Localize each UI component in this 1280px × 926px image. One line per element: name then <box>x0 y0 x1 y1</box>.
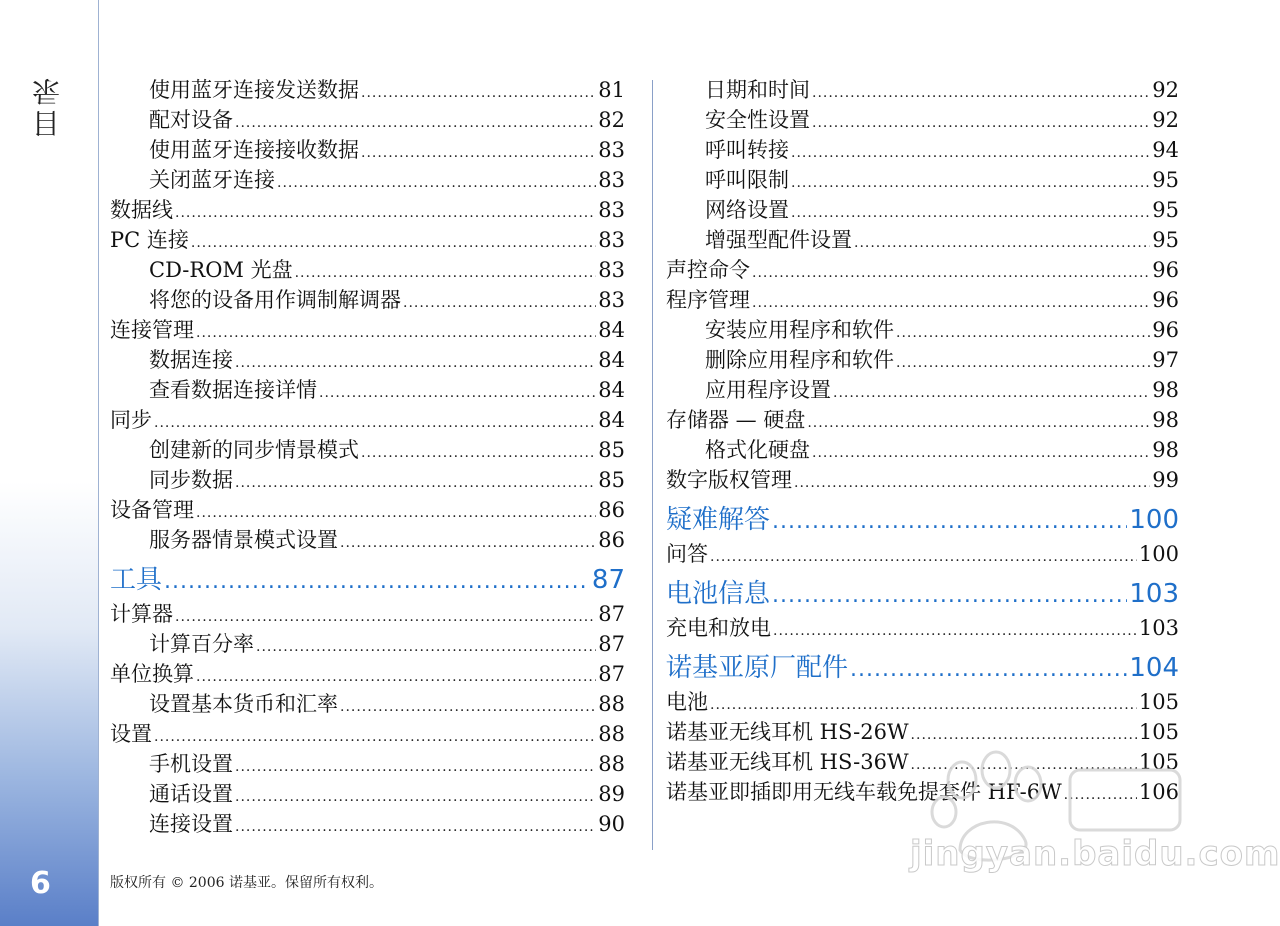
toc-page-number: 98 <box>1152 438 1179 462</box>
toc-page-number: 100 <box>1138 542 1179 566</box>
toc-page-number: 85 <box>598 438 625 462</box>
toc-entry[interactable] <box>666 165 1179 195</box>
dot-leader <box>361 78 596 105</box>
dot-leader <box>196 498 596 525</box>
toc-page-number: 99 <box>1152 468 1179 492</box>
dot-leader <box>361 138 596 165</box>
toc-page-number: 83 <box>598 288 625 312</box>
toc-entry[interactable] <box>110 495 625 525</box>
toc-page-number: 88 <box>598 722 625 746</box>
dot-leader <box>752 288 1150 315</box>
toc-entry-title: 数据线 <box>110 198 173 222</box>
toc-left-column <box>110 75 625 839</box>
toc-entry[interactable] <box>666 405 1179 435</box>
toc-entry-title: 安装应用程序和软件 <box>705 318 894 342</box>
toc-entry[interactable] <box>666 315 1179 345</box>
watermark-text: jingyan.baidu.com <box>910 834 1280 874</box>
toc-entry-title: PC 连接 <box>110 228 189 252</box>
toc-page-number: 103 <box>1129 579 1179 609</box>
toc-page-number: 95 <box>1152 198 1179 222</box>
dot-leader <box>710 542 1137 569</box>
dot-leader <box>896 348 1150 375</box>
toc-right-column <box>666 75 1179 807</box>
toc-entry-title: 同步 <box>110 408 152 432</box>
toc-page-number: 83 <box>598 258 625 282</box>
dot-leader <box>794 468 1150 495</box>
toc-entry-title: 使用蓝牙连接接收数据 <box>149 138 359 162</box>
toc-page-number: 96 <box>1152 258 1179 282</box>
toc-page-number: 87 <box>591 565 625 595</box>
toc-entry[interactable] <box>666 465 1179 495</box>
dot-leader <box>295 258 597 285</box>
toc-page-number: 106 <box>1138 780 1179 804</box>
toc-entry[interactable] <box>666 75 1179 105</box>
toc-entry[interactable] <box>110 315 625 345</box>
toc-page-number: 85 <box>598 468 625 492</box>
toc-entry[interactable] <box>666 539 1179 569</box>
toc-page-number: 100 <box>1129 505 1179 535</box>
toc-section-heading[interactable] <box>110 562 625 599</box>
dot-leader <box>340 692 596 719</box>
dot-leader <box>175 198 596 225</box>
toc-entry-title: 连接设置 <box>149 812 233 836</box>
column-divider <box>652 80 653 850</box>
toc-page-number: 83 <box>598 228 625 252</box>
toc-page-number: 103 <box>1138 616 1179 640</box>
toc-entry[interactable] <box>666 375 1179 405</box>
toc-entry-title: 应用程序设置 <box>705 378 831 402</box>
toc-entry[interactable] <box>110 255 625 285</box>
toc-entry[interactable] <box>110 719 625 749</box>
dot-leader <box>361 438 596 465</box>
toc-page-number: 96 <box>1152 288 1179 312</box>
toc-page-number: 83 <box>598 168 625 192</box>
copyright-footer: 版权所有 © 2006 诺基亚。保留所有权利。 <box>110 875 383 891</box>
dot-leader <box>773 616 1137 643</box>
dot-leader <box>235 468 596 495</box>
dot-leader <box>854 228 1150 255</box>
toc-entry-title: 查看数据连接详情 <box>149 378 317 402</box>
toc-entry-title: 服务器情景模式设置 <box>149 528 338 552</box>
toc-entry[interactable] <box>666 687 1179 717</box>
toc-entry[interactable] <box>110 135 625 165</box>
toc-page-number: 88 <box>598 752 625 776</box>
toc-entry[interactable] <box>666 717 1179 747</box>
toc-entry[interactable] <box>110 809 625 839</box>
toc-entry[interactable] <box>110 195 625 225</box>
dot-leader <box>807 408 1150 435</box>
toc-entry[interactable] <box>666 105 1179 135</box>
toc-page-number: 89 <box>598 782 625 806</box>
toc-entry-title: 诺基亚原厂配件 <box>666 653 849 683</box>
toc-entry-title: 疑难解答 <box>666 505 771 535</box>
page-number: 6 <box>30 866 51 901</box>
dot-leader <box>812 108 1150 135</box>
dot-leader <box>710 690 1137 717</box>
toc-page-number: 94 <box>1152 138 1179 162</box>
toc-entry-title: 创建新的同步情景模式 <box>149 438 359 462</box>
dot-leader <box>235 752 596 779</box>
dot-leader <box>791 168 1150 195</box>
toc-entry[interactable] <box>110 749 625 779</box>
dot-leader <box>812 78 1150 105</box>
toc-entry-title: 充电和放电 <box>666 616 771 640</box>
toc-entry-title: 日期和时间 <box>705 78 810 102</box>
toc-entry[interactable] <box>110 689 625 719</box>
toc-entry[interactable] <box>110 375 625 405</box>
toc-entry-title: 配对设备 <box>149 108 233 132</box>
toc-entry-title: 关闭蓝牙连接 <box>149 168 275 192</box>
toc-entry[interactable] <box>110 75 625 105</box>
toc-page-number: 92 <box>1152 78 1179 102</box>
toc-entry-title: 呼叫转接 <box>705 138 789 162</box>
toc-entry[interactable] <box>666 285 1179 315</box>
toc-section-heading[interactable] <box>666 502 1179 539</box>
dot-leader <box>235 108 596 135</box>
toc-entry[interactable] <box>110 779 625 809</box>
dot-leader <box>154 722 596 749</box>
toc-page-number: 95 <box>1152 168 1179 192</box>
dot-leader <box>812 438 1150 465</box>
dot-leader <box>833 378 1150 405</box>
toc-entry-title: 电池信息 <box>666 579 771 609</box>
toc-page-number: 95 <box>1152 228 1179 252</box>
toc-entry-title: 诺基亚即插即用无线车载免提套件 HF-6W <box>666 780 1062 804</box>
toc-entry-title: 计算器 <box>110 602 173 626</box>
toc-entry[interactable] <box>666 613 1179 643</box>
toc-page-number: 105 <box>1138 750 1179 774</box>
toc-entry-title: 将您的设备用作调制解调器 <box>149 288 401 312</box>
toc-entry[interactable] <box>110 225 625 255</box>
toc-page-number: 97 <box>1152 348 1179 372</box>
dot-leader <box>772 503 1127 539</box>
toc-page-number: 87 <box>598 602 625 626</box>
toc-entry-title: 呼叫限制 <box>705 168 789 192</box>
toc-entry-title: 问答 <box>666 542 708 566</box>
dot-leader <box>403 288 596 315</box>
dot-leader <box>911 720 1137 747</box>
toc-page-number: 86 <box>598 498 625 522</box>
toc-entry-title: 程序管理 <box>666 288 750 312</box>
toc-page-number: 92 <box>1152 108 1179 132</box>
toc-entry-title: 诺基亚无线耳机 HS-26W <box>666 720 909 744</box>
toc-entry[interactable] <box>666 747 1179 777</box>
toc-entry[interactable] <box>666 345 1179 375</box>
toc-entry[interactable] <box>110 465 625 495</box>
toc-page-number: 105 <box>1138 720 1179 744</box>
dot-leader <box>235 348 596 375</box>
toc-page-number: 87 <box>598 632 625 656</box>
toc-entry[interactable] <box>110 659 625 689</box>
toc-entry-title: 工具 <box>110 565 163 595</box>
toc-page-number: 83 <box>598 198 625 222</box>
dot-leader <box>752 258 1150 285</box>
toc-entry-title: 单位换算 <box>110 662 194 686</box>
dot-leader <box>196 662 596 689</box>
toc-entry-title: 连接管理 <box>110 318 194 342</box>
dot-leader <box>1064 780 1137 807</box>
toc-entry[interactable] <box>110 525 625 555</box>
toc-entry-title: 格式化硬盘 <box>705 438 810 462</box>
dot-leader <box>235 812 596 839</box>
toc-entry-title: 存储器 — 硬盘 <box>666 408 806 432</box>
toc-entry-title: 增强型配件设置 <box>705 228 852 252</box>
sidebar <box>0 0 98 926</box>
toc-entry-title: 安全性设置 <box>705 108 810 132</box>
toc-entry-title: 删除应用程序和软件 <box>705 348 894 372</box>
toc-entry[interactable] <box>110 165 625 195</box>
toc-entry[interactable] <box>666 135 1179 165</box>
toc-entry[interactable] <box>110 599 625 629</box>
dot-leader <box>319 378 596 405</box>
toc-page-number: 81 <box>598 78 625 102</box>
toc-page-number: 88 <box>598 692 625 716</box>
toc-page-number: 82 <box>598 108 625 132</box>
toc-entry-title: 手机设置 <box>149 752 233 776</box>
toc-entry-title: 同步数据 <box>149 468 233 492</box>
dot-leader <box>235 782 596 809</box>
dot-leader <box>154 408 596 435</box>
toc-page-number: 98 <box>1152 378 1179 402</box>
toc-entry-title: 通话设置 <box>149 782 233 806</box>
dot-leader <box>896 318 1150 345</box>
toc-entry[interactable] <box>110 629 625 659</box>
toc-page-number: 84 <box>598 348 625 372</box>
toc-entry-title: 设置基本货币和汇率 <box>149 692 338 716</box>
dot-leader <box>277 168 596 195</box>
toc-entry[interactable] <box>110 345 625 375</box>
dot-leader <box>772 577 1127 613</box>
dot-leader <box>191 228 596 255</box>
toc-entry-title: 数据连接 <box>149 348 233 372</box>
dot-leader <box>196 318 596 345</box>
toc-entry[interactable] <box>666 225 1179 255</box>
toc-entry[interactable] <box>666 195 1179 225</box>
toc-section-heading[interactable] <box>666 650 1179 687</box>
page-title: 目录 <box>31 74 64 138</box>
toc-entry-title: 使用蓝牙连接发送数据 <box>149 78 359 102</box>
dot-leader <box>340 528 596 555</box>
toc-entry[interactable] <box>666 435 1179 465</box>
sidebar-divider <box>98 0 99 926</box>
toc-entry-title: 数字版权管理 <box>666 468 792 492</box>
toc-page-number: 84 <box>598 378 625 402</box>
toc-entry-title: 计算百分率 <box>149 632 254 656</box>
toc-entry-title: CD-ROM 光盘 <box>149 258 293 282</box>
toc-entry-title: 声控命令 <box>666 258 750 282</box>
toc-entry-title: 网络设置 <box>705 198 789 222</box>
dot-leader <box>164 563 590 599</box>
toc-page-number: 90 <box>598 812 625 836</box>
dot-leader <box>256 632 596 659</box>
toc-entry[interactable] <box>110 435 625 465</box>
toc-page-number: 87 <box>598 662 625 686</box>
toc-entry-title: 设置 <box>110 722 152 746</box>
toc-page-number: 98 <box>1152 408 1179 432</box>
toc-page-number: 104 <box>1129 653 1179 683</box>
dot-leader <box>175 602 596 629</box>
toc-section-heading[interactable] <box>666 576 1179 613</box>
toc-page-number: 105 <box>1138 690 1179 714</box>
toc-entry[interactable] <box>110 405 625 435</box>
dot-leader <box>791 198 1150 225</box>
toc-entry-title: 设备管理 <box>110 498 194 522</box>
dot-leader <box>911 750 1137 777</box>
toc-page-number: 86 <box>598 528 625 552</box>
toc-page-number: 84 <box>598 408 625 432</box>
toc-page-number: 96 <box>1152 318 1179 342</box>
toc-entry[interactable] <box>110 105 625 135</box>
dot-leader <box>791 138 1150 165</box>
toc-page-number: 84 <box>598 318 625 342</box>
toc-entry[interactable] <box>666 255 1179 285</box>
toc-entry-title: 电池 <box>666 690 708 714</box>
toc-entry[interactable] <box>110 285 625 315</box>
toc-page-number: 83 <box>598 138 625 162</box>
toc-entry-title: 诺基亚无线耳机 HS-36W <box>666 750 909 774</box>
toc-entry[interactable] <box>666 777 1179 807</box>
dot-leader <box>850 651 1127 687</box>
